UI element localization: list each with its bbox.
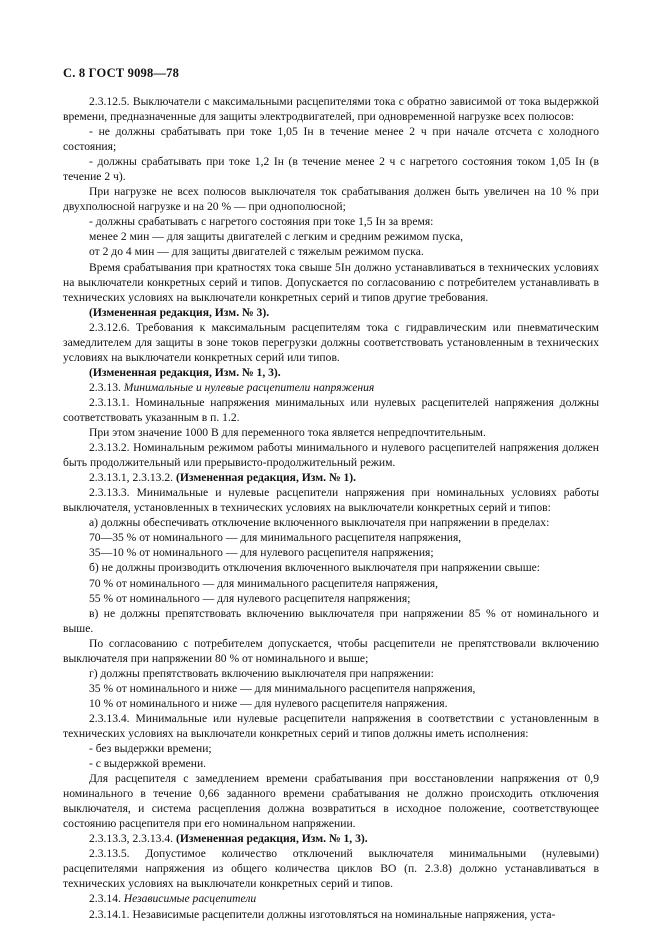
paragraph: - должны срабатывать при токе 1,2 Iн (в течение менее 2 ч с нагретого состояния током 1,05 Iн (в течение 2 ч). [63, 155, 599, 184]
paragraph: Для расцепителя с замедлением времени срабатывания при восстановлении напряжения от 0,9 номинального в течение 0,66 заданного времени срабатывания не должно происходить отключения выключателя, и система расцепления должна возвратиться в исходное положение, соответствующее состоянию расцепителя при его номинальном напряжении. [63, 772, 599, 831]
paragraph: а) должны обеспечивать отключение включенного выключателя при напряжении в пределах: [89, 516, 550, 530]
paragraph: 35 % от номинального и ниже — для минимального расцепителя напряжения, [89, 681, 476, 695]
paragraph: (Измененная редакция, Изм. № 1, 3). [89, 365, 281, 379]
paragraph: 2.3.13.1, 2.3.13.2. (Измененная редакция, Изм. № 1). [89, 471, 357, 485]
paragraph: 2.3.13. Минимальные и нулевые расцепители напряжения [89, 380, 375, 394]
paragraph: 70 % от номинального — для минимального расцепителя напряжения, [89, 576, 439, 590]
paragraph: 2.3.13.3, 2.3.13.4. (Измененная редакция, Изм. № 1, 3). [89, 832, 368, 846]
paragraph: 2.3.13.3. Минимальные и нулевые расцепители напряжения при номинальных условиях работы выключателя, установленных в технических условиях на выключатели конкретных серий и типов: [63, 486, 599, 515]
paragraph: 10 % от номинального и ниже — для нулевого расцепителя напряжения. [89, 696, 448, 710]
paragraph: 2.3.13.1. Номинальные напряжения минимальных или нулевых расцепителей напряжения должны соответствовать указанным в п. 1.2. [63, 395, 599, 424]
paragraph: 2.3.13.4. Минимальные или нулевые расцепители напряжения в соответствии с установленным в технических условиях на выключатели конкретных серий и типов должны иметь исполнения: [63, 711, 599, 740]
paragraph: 55 % от номинального — для нулевого расцепителя напряжения; [89, 591, 411, 605]
paragraph: б) не должны производить отключения включенного выключателя при напряжении свыше: [89, 561, 541, 575]
paragraph: 2.3.13.2. Номинальным режимом работы минимального и нулевого расцепителей напряжения должен быть продолжительный или прерывисто-продолжительный режим. [63, 441, 599, 470]
paragraph: - не должны срабатывать при токе 1,05 Iн в течение менее 2 ч при начале отсчета с холодного состояния; [63, 125, 599, 154]
paragraph: 2.3.12.5. Выключатели с максимальными расцепителями тока с обратно зависимой от тока выдержкой времени, предназначенные для защиты электродвигателей, при одновременной нагрузке всех полюсов: [63, 95, 599, 124]
paragraph: - без выдержки времени; [89, 742, 212, 756]
paragraph: в) не должны препятствовать включению выключателя при напряжении 85 % от номинального и выше. [63, 606, 599, 635]
page-header: С. 8 ГОСТ 9098—78 [63, 66, 180, 80]
document-body [63, 94, 599, 922]
paragraph: 2.3.14.1. Независимые расцепители должны изготовляться на номинальные напряжения, уста- [89, 907, 556, 921]
paragraph: менее 2 мин — для защиты двигателей с легким и средним режимом пуска, [89, 230, 463, 244]
paragraph: 2.3.13.5. Допустимое количество отключений выключателя минимальными (нулевыми) расцепителями напряжения из общего количества циклов ВО (п. 2.3.8) должно устанавливаться в технических условиях на выключатели конкретных серий и типов. [63, 847, 599, 891]
paragraph: г) должны препятствовать включению выключателя при напряжении: [89, 666, 434, 680]
paragraph: 2.3.14. Независимые расцепители [89, 892, 257, 906]
paragraph: Время срабатывания при кратностях тока свыше 5Iн должно устанавливаться в технических условиях на выключатели конкретных серий и типов. Допускается по согласованию с потребителем устанавливать в технических условиях на выключатели конкретных серий и типов другие требования. [63, 260, 599, 304]
paragraph: 70—35 % от номинального — для минимального расцепителя напряжения, [89, 531, 462, 545]
paragraph: от 2 до 4 мин — для защиты двигателей с тяжелым режимом пуска. [89, 245, 424, 259]
paragraph: 2.3.12.6. Требования к максимальным расцепителям тока с гидравлическим или пневматическим замедлителем для защиты в зоне токов перегрузки должны соответствовать установленным в технических условиях на выключатели конкретных серий или типов. [63, 320, 599, 364]
paragraph: По согласованию с потребителем допускается, чтобы расцепители не препятствовали включению выключателя при напряжении 80 % от номинального и выше; [63, 636, 599, 665]
paragraph: - должны срабатывать с нагретого состояния при токе 1,5 Iн за время: [89, 215, 434, 229]
paragraph: 35—10 % от номинального — для нулевого расцепителя напряжения; [89, 546, 434, 560]
paragraph: При нагрузке не всех полюсов выключателя ток срабатывания должен быть увеличен на 10 % при двухполюсной нагрузке и на 20 % — при однополюсной; [63, 185, 599, 214]
paragraph: (Измененная редакция, Изм. № 3). [89, 305, 270, 319]
paragraph: При этом значение 1000 В для переменного тока является непредпочтительным. [89, 426, 486, 440]
paragraph: - с выдержкой времени. [89, 757, 207, 771]
